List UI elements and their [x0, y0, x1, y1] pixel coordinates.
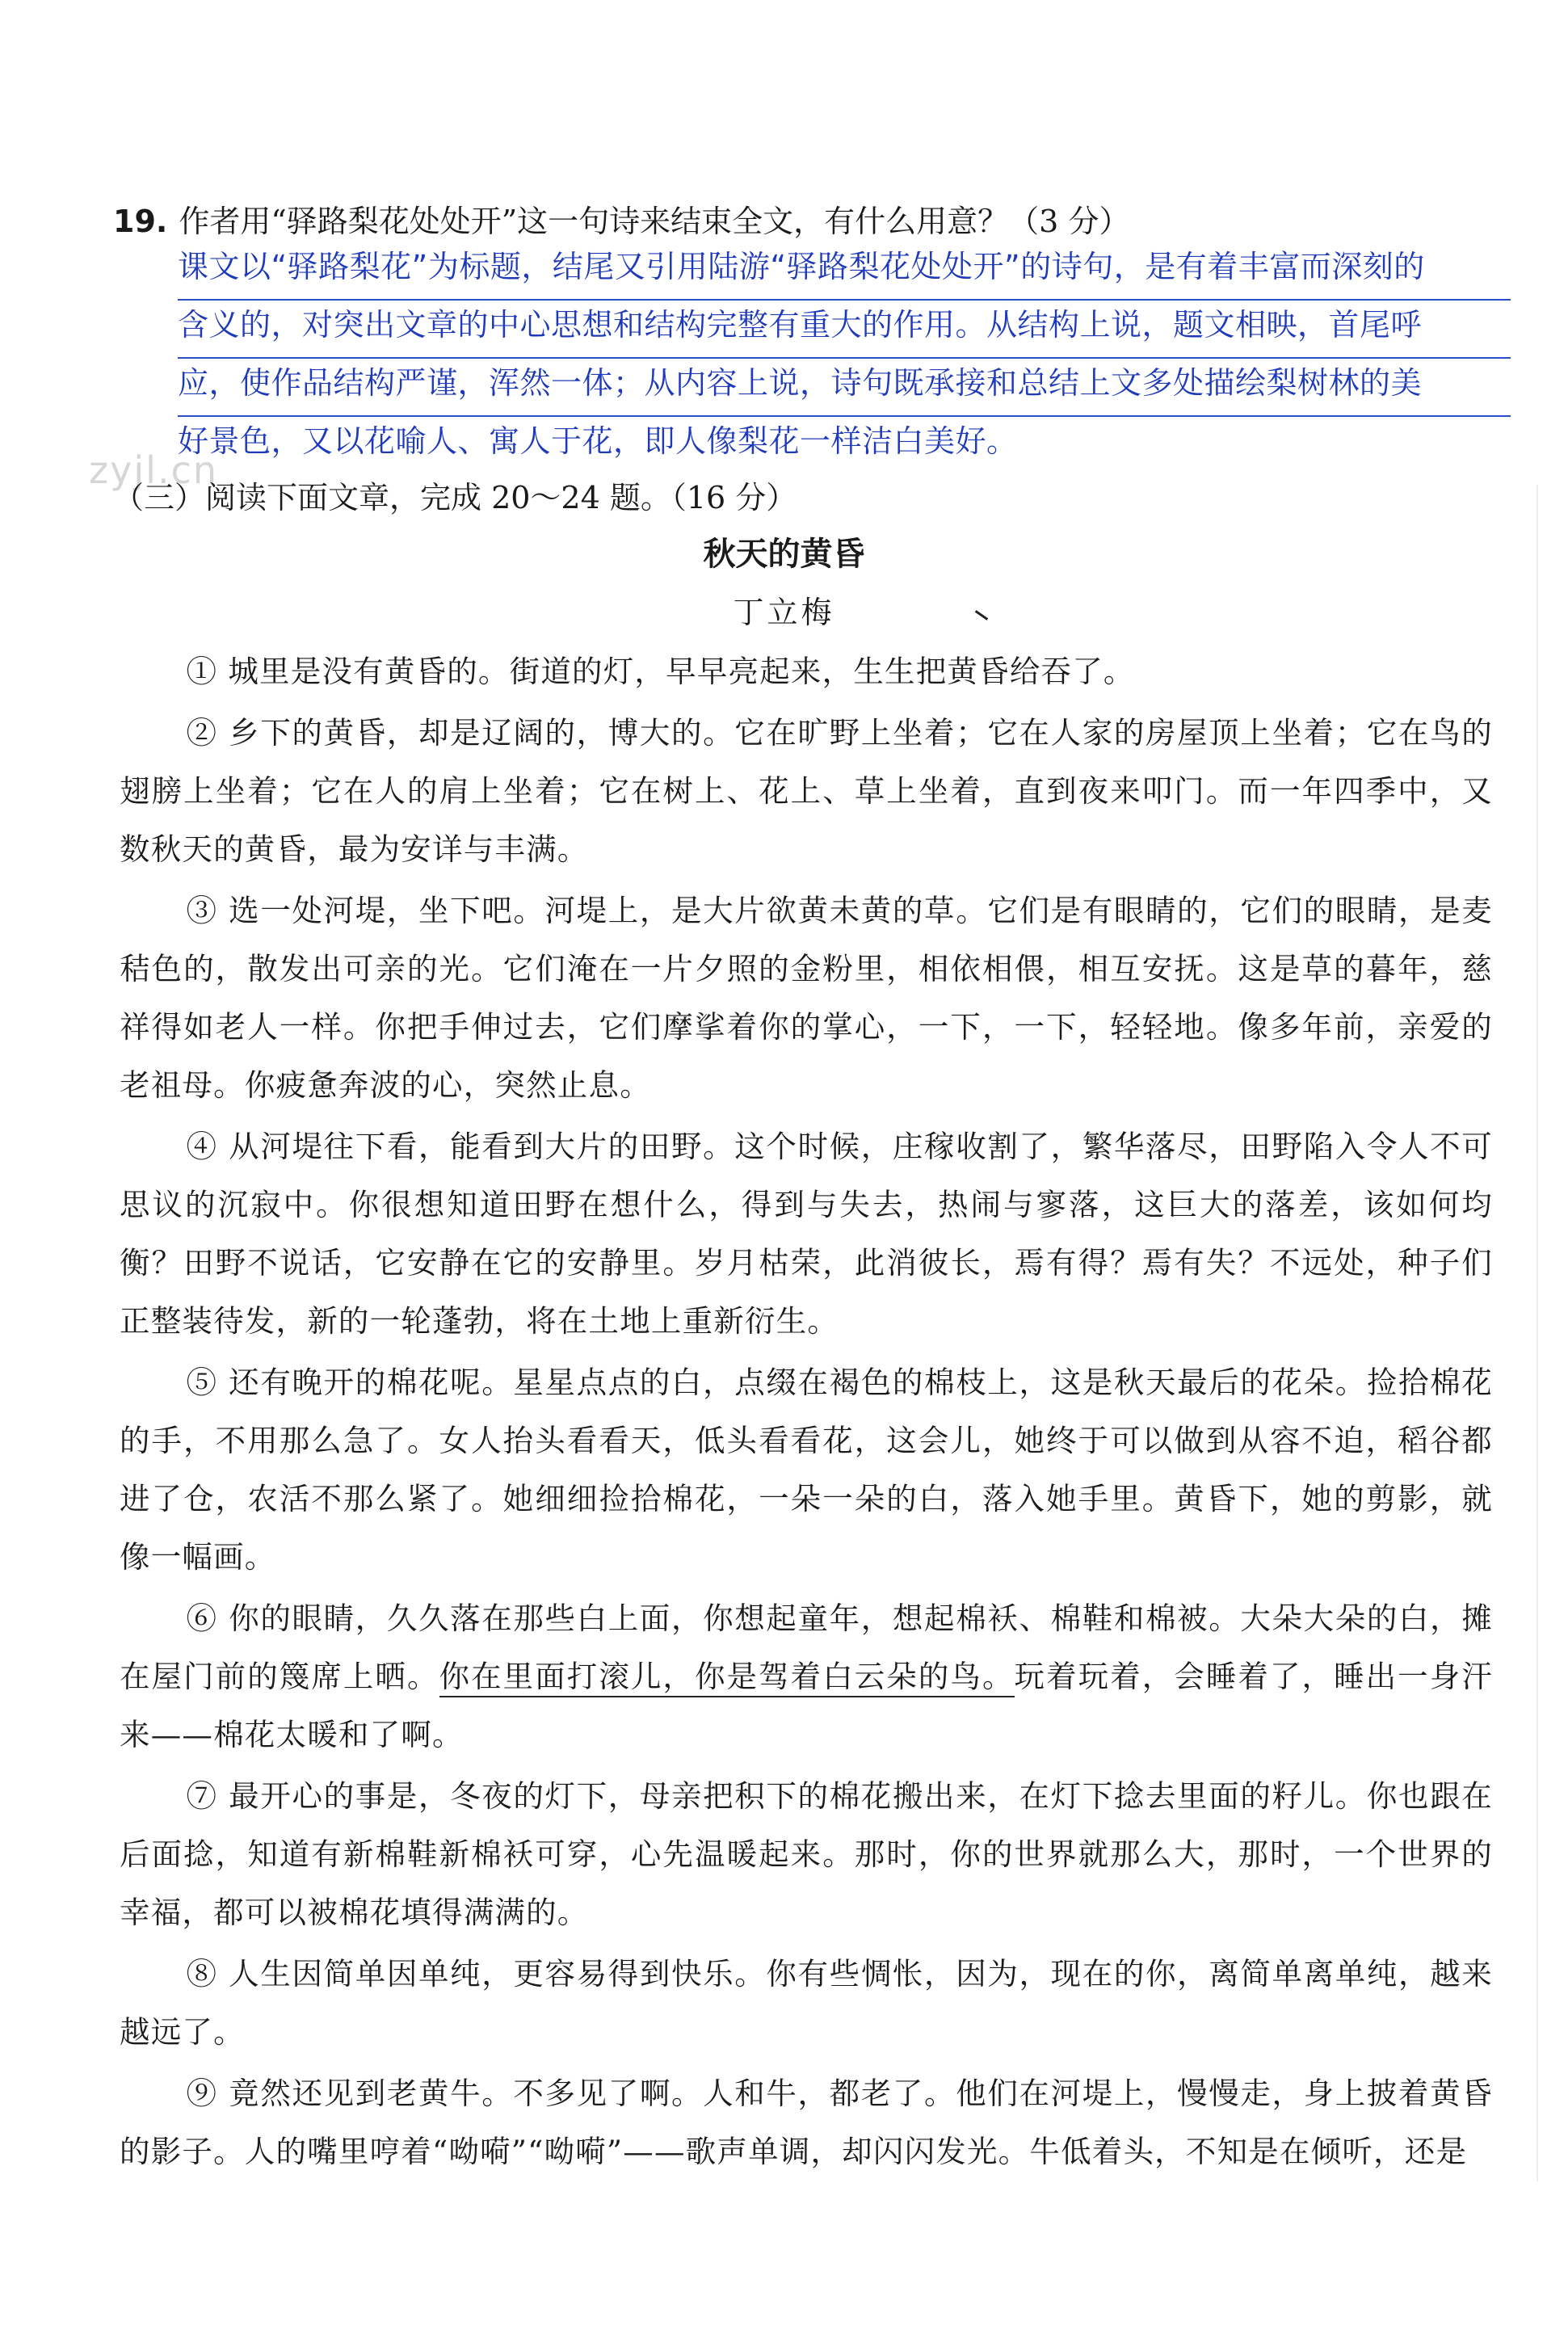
watermark: zyjl.cn — [89, 448, 218, 492]
paragraph-6-text: 玩着玩着，会睡着了，睡出一身汗来——棉花太暖和了啊。 — [120, 1659, 1493, 1752]
question-19 — [113, 197, 1503, 246]
answer-line: 课文以“驿路梨花”为标题，结尾又引用陆游“驿路梨花处处开”的诗句，是有着丰富而深刻的 — [178, 242, 1511, 301]
paragraph-7: ⑦ 最开心的事是，冬夜的灯下，母亲把积下的棉花搬出来，在灯下捻去里面的籽儿。你也跟在后面捻，知道有新棉鞋新棉袄可穿，心先温暖起来。那时，你的世界就那么大，那时，一个世界的幸福，都可以被棉花填得满满的。 — [120, 1778, 1493, 1930]
section-intro: （三）阅读下面文章，完成 20～24 题。（16 分） — [113, 480, 797, 515]
article-author: 丁立梅 — [733, 595, 835, 630]
paragraph-9: ⑨ 竟然还见到老黄牛。不多见了啊。人和牛，都老了。他们在河堤上，慢慢走，身上披着黄昏的影子。人的嘴里哼着“呦嗬”“呦嗬”——歌声单调，却闪闪发光。牛低着头，不知是在倾听，还是 — [120, 2076, 1493, 2169]
handwritten-answer — [178, 242, 1511, 475]
answer-line: 含义的，对突出文章的中心思想和结构完整有重大的作用。从结构上说，题文相映，首尾呼 — [178, 301, 1511, 359]
paragraph-6-text: ⑥ 你的眼睛，久久落在那些白上面，你想起童年，想起棉袄、棉鞋和棉被。大朵大朵的白，摊在屋门前的篾席上晒。 — [120, 1600, 1493, 1694]
article-title: 秋天的黄昏 — [703, 536, 865, 573]
underlined-sentence: 你在里面打滚儿，你是驾着白云朵的鸟。 — [439, 1659, 1015, 1697]
paragraph-6 — [120, 1589, 1493, 1764]
paragraph-3: ③ 选一处河堤，坐下吧。河堤上，是大片欲黄未黄的草。它们是有眼睛的，它们的眼睛，是麦秸色的，散发出可亲的光。它们淹在一片夕照的金粉里，相依相偎，相互安抚。这是草的暮年，慈祥得如老人一样。你把手伸过去，它们摩挲着你的掌心，一下，一下，轻轻地。像多年前，亲爱的老祖母。你疲惫奔波的心，突然止息。 — [120, 893, 1493, 1103]
answer-line: 应，使作品结构严谨，浑然一体；从内容上说，诗句既承接和总结上文多处描绘梨树林的美 — [178, 359, 1511, 417]
paragraph-1: ① 城里是没有黄昏的。街道的灯，早早亮起来，生生把黄昏给吞了。 — [186, 654, 1135, 689]
question-prompt: 作者用“驿路梨花处处开”这一句诗来结束全文，有什么用意？（3 分） — [179, 204, 1130, 239]
page-edge-shadow — [1536, 485, 1538, 2181]
article-body — [120, 642, 1493, 2184]
paragraph-8: ⑧ 人生因简单因单纯，更容易得到快乐。你有些惆怅，因为，现在的你，离简单离单纯，越来越远了。 — [120, 1956, 1493, 2050]
paragraph-2: ② 乡下的黄昏，却是辽阔的，博大的。它在旷野上坐着；它在人家的房屋顶上坐着；它在鸟的翅膀上坐着；它在人的肩上坐着；它在树上、花上、草上坐着，直到夜来叩门。而一年四季中，又数秋天的黄昏，最为安详与丰满。 — [120, 715, 1493, 867]
paragraph-4: ④ 从河堤往下看，能看到大片的田野。这个时候，庄稼收割了，繁华落尽，田野陷入令人不可思议的沉寂中。你很想知道田野在想什么，得到与失去，热闹与寥落，这巨大的落差，该如何均衡？田野不说话，它安静在它的安静里。岁月枯荣，此消彼长，焉有得？焉有失？不远处，种子们正整装待发，新的一轮蓬勃，将在土地上重新衍生。 — [120, 1129, 1493, 1339]
answer-line: 好景色，又以花喻人、寓人于花，即人像梨花一样洁白美好。 — [178, 423, 1018, 459]
paragraph-5: ⑤ 还有晚开的棉花呢。星星点点的白，点缀在褐色的棉枝上，这是秋天最后的花朵。捡拾棉花的手，不用那么急了。女人抬头看看天，低头看看花，这会儿，她终于可以做到从容不迫，稻谷都进了仓，农活不那么紧了。她细细捡拾棉花，一朵一朵的白，落入她手里。黄昏下，她的剪影，就像一幅画。 — [120, 1365, 1493, 1575]
question-number: 19. — [113, 204, 168, 239]
